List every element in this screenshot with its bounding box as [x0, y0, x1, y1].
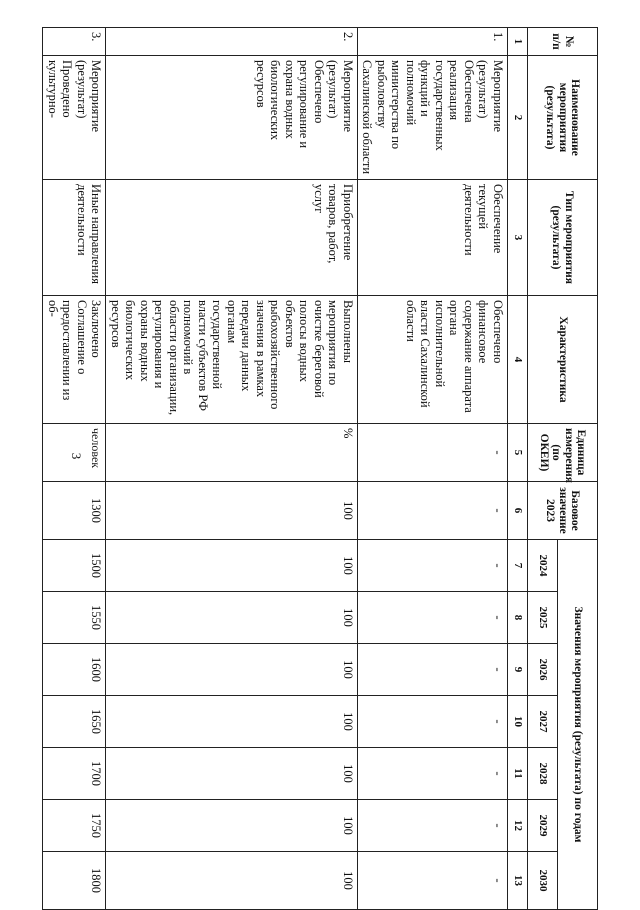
- row-type: Обеспечение текущей деятельности: [358, 180, 508, 296]
- header-year: 2030: [528, 852, 558, 910]
- row-characteristic: Обеспечено финансовое содержание аппарата органа исполнительной власти Сахалинской области: [358, 296, 508, 424]
- column-number-row: [508, 28, 528, 910]
- header-unit: Единица измерения (по ОКЕИ): [528, 424, 598, 482]
- row-name: Мероприятие (результат) Обеспечено регулирование и охрана водных биологических ресурсов: [106, 56, 358, 180]
- column-number: 1: [508, 28, 528, 56]
- row-value: 1500: [43, 540, 106, 592]
- column-number: 13: [508, 852, 528, 910]
- column-number: 11: [508, 748, 528, 800]
- column-number: 12: [508, 800, 528, 852]
- row-base: -: [358, 482, 508, 540]
- row-number: 3.: [43, 28, 106, 56]
- measures-table: [43, 27, 599, 910]
- header-year: 2025: [528, 592, 558, 644]
- header-characteristic: Характеристика: [528, 296, 598, 424]
- column-number: 6: [508, 482, 528, 540]
- row-number: 1.: [358, 28, 508, 56]
- row-value: 100: [106, 592, 358, 644]
- row-name: Мероприятие (результат) Проведено культурно-: [43, 56, 106, 180]
- row-value: 1800: [43, 852, 106, 910]
- rotated-table-wrapper: [46, 27, 598, 909]
- table-row: [358, 28, 508, 910]
- header-values-group: Значения мероприятия (результата) по годам: [558, 540, 598, 910]
- column-number: 8: [508, 592, 528, 644]
- header-base: Базовое значение 2023: [528, 482, 598, 540]
- row-value: 100: [106, 800, 358, 852]
- table-row: [43, 28, 106, 910]
- row-base: 100: [106, 482, 358, 540]
- row-value: -: [358, 748, 508, 800]
- row-type: Приобретение товаров, работ, услуг: [106, 180, 358, 296]
- row-value: 1700: [43, 748, 106, 800]
- header-name: Наименование мероприятия (результата): [528, 56, 598, 180]
- row-unit: %: [106, 424, 358, 482]
- header-year: 2027: [528, 696, 558, 748]
- row-value: 1600: [43, 644, 106, 696]
- column-number: 7: [508, 540, 528, 592]
- row-name: Мероприятие (результат) Обеспечена реализация государственных функций и полномочий министерства по рыболовству Сахалинской области: [358, 56, 508, 180]
- column-number: 3: [508, 180, 528, 296]
- header-n: № п/п: [528, 28, 598, 56]
- row-characteristic: Выполнены мероприятия по очистке береговой полосы водных объектов рыбохозяйственного значения в рамках передачи данных органам государственной власти субъектов РФ полномочий в области организации, регулирования и охраны водных биологических ресурсов: [106, 296, 358, 424]
- row-unit: -: [358, 424, 508, 482]
- row-base: 1300: [43, 482, 106, 540]
- column-number: 2: [508, 56, 528, 180]
- row-type: Иные направления деятельности: [43, 180, 106, 296]
- header-year: 2026: [528, 644, 558, 696]
- row-value: 1650: [43, 696, 106, 748]
- column-number: 5: [508, 424, 528, 482]
- row-value: 1550: [43, 592, 106, 644]
- row-value: 100: [106, 852, 358, 910]
- table-row: [106, 28, 358, 910]
- row-value: -: [358, 800, 508, 852]
- row-value: 100: [106, 748, 358, 800]
- column-number: 9: [508, 644, 528, 696]
- page-number: 3: [69, 452, 84, 460]
- row-value: -: [358, 644, 508, 696]
- row-value: 100: [106, 540, 358, 592]
- row-number: 2.: [106, 28, 358, 56]
- column-number: 10: [508, 696, 528, 748]
- row-value: 100: [106, 644, 358, 696]
- row-value: -: [358, 592, 508, 644]
- row-value: 100: [106, 696, 358, 748]
- column-number: 4: [508, 296, 528, 424]
- row-characteristic: Заключено Соглашение о предоставлении из об-: [43, 296, 106, 424]
- header-year: 2024: [528, 540, 558, 592]
- row-value: -: [358, 696, 508, 748]
- row-unit: человек: [43, 424, 106, 482]
- row-value: -: [358, 852, 508, 910]
- row-value: 1750: [43, 800, 106, 852]
- row-value: -: [358, 540, 508, 592]
- header-type: Тип мероприятия (результата): [528, 180, 598, 296]
- header-year: 2029: [528, 800, 558, 852]
- header-year: 2028: [528, 748, 558, 800]
